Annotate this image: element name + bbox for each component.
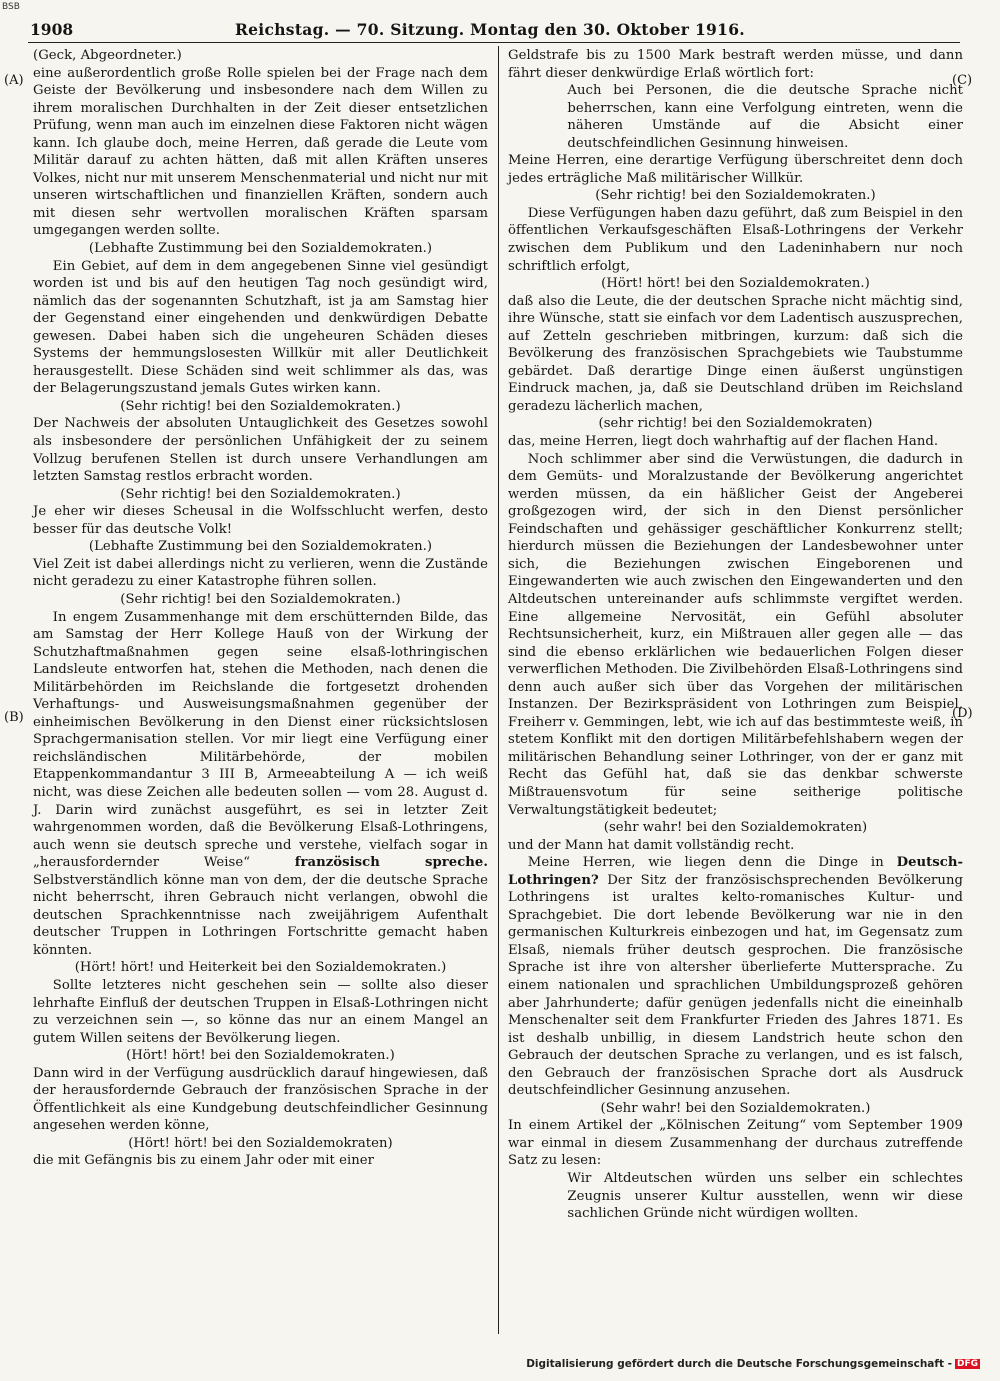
library-stamp: BSB	[2, 2, 20, 12]
interjection: (Hört! hört! bei den Sozialdemokraten.)	[601, 276, 870, 292]
paragraph: Der Nachweis der absoluten Untauglichkeit des Gesetzes sowohl als insbesondere der persönlichen Unfähigkeit der zu seinem Vollzug berufenen Stellen ist durch unsere Verhandlungen am letzten Samstag restlos erbracht worden.	[33, 416, 488, 485]
column-divider	[498, 46, 499, 1334]
interjection: (Sehr wahr! bei den Sozialdemokraten.)	[600, 1100, 871, 1116]
interjection: (Sehr richtig! bei den Sozialdemokraten.)	[595, 188, 876, 204]
interjection: (Sehr richtig! bei den Sozialdemokraten.)	[120, 486, 401, 502]
paragraph: Je eher wir dieses Scheusal in die Wolfsschlucht werfen, desto besser für das deutsche Volk!	[33, 504, 488, 537]
paragraph: Geldstrafe bis zu 1500 Mark bestraft werden müsse, und dann fährt dieser denkwürdige Erlaß wörtlich fort:	[508, 48, 963, 81]
quotation: Wir Altdeutschen würden uns selber ein schlechtes Zeugnis unserer Kultur ausstellen, wenn wir diese sachlichen Gründe nicht würdigen wollten.	[567, 1171, 963, 1222]
dfg-logo: DFG	[956, 1359, 978, 1369]
paragraph: Diese Verfügungen haben dazu geführt, daß zum Beispiel in den öffentlichen Verkaufsgeschäften Elsaß-Lothringens der Verkehr zwischen dem Publikum und den Ladeninhabern nur noch schriftlich erfolgt,	[508, 205, 963, 274]
page-number: 1908	[30, 20, 74, 39]
interjection: (Lebhafte Zustimmung bei den Sozialdemokraten.)	[88, 539, 433, 555]
paragraph: In einem Artikel der „Kölnischen Zeitung“ vom September 1909 war einmal in diesem Zusammenhang der durchaus zutreffende Satz zu lesen:	[508, 1118, 963, 1169]
footer-text: Digitalisierung gefördert durch die Deutsche Forschungsgemeinschaft -	[526, 1358, 952, 1370]
page-header	[22, 20, 958, 44]
digitization-footer	[526, 1358, 980, 1370]
paragraph: daß also die Leute, die der deutschen Sprache nicht mächtig sind, ihre Wünsche, statt sie einfach vor dem Ladentisch auszusprechen, auf Zetteln geschrieben mitbringen, kurzum: daß sich die Bevölkerung des französischen Sprachgebiets wie Taubstumme gebärdet. Daß derartige Dinge einen äußerst ungünstigen Eindruck machen, ja, daß sie Deutschland drüben im Reichsland geradezu lächerlich machen,	[508, 293, 963, 414]
paragraph: Sollte letzteres nicht geschehen sein — sollte also dieser lehrhafte Einfluß der deutschen Truppen in Elsaß-Lothringen nicht zu verzeichnen sein —, so könne das nur an einem Mangel an gutem Willen seitens der Bevölkerung liegen.	[33, 977, 488, 1046]
margin-mark-b: (B)	[4, 710, 24, 725]
paragraph: eine außerordentlich große Rolle spielen bei der Frage nach dem Geiste der Bevölkerung und insbesondere nach dem Willen zu ihrem moralischen Durchhalten in der Zeit dieser entsetzlichen Prüfung, wenn man auch im einzelnen diese Faktoren nicht wägen kann. Ich glaube doch, meine Herren, daß gerade die Leute vom Militär darauf zu achten hätten, daß mit allen Kräften unseres Volkes, nicht nur mit unserem Menschenmaterial und nicht nur mit unseren wirtschaftlichen und finanziellen Kräften, sondern auch mit diesen sehr wertvollen moralischen Kräften sparsam umgegangen werden sollte.	[33, 65, 488, 239]
paragraph: Ein Gebiet, auf dem in dem angegebenen Sinne viel gesündigt worden ist und bis auf den heutigen Tag noch gesündigt wird, nämlich das der sogenannten Schutzhaft, ist ja am Samstag hier der Gegenstand einer eingehenden und denkwürdigen Debatte gewesen. Dabei haben sich die ungeheuren Schäden dieses Systems der hemmungslosesten Willkür mit aller Deutlichkeit herausgestellt. Diese Schäden sind weit schlimmer als das, was der Belagerungszustand jemals Gutes wirken kann.	[33, 258, 488, 397]
interjection: (sehr richtig! bei den Sozialdemokraten)	[598, 416, 873, 432]
interjection: (Hört! hört! bei den Sozialdemokraten.)	[126, 1048, 395, 1064]
interjection: (Sehr richtig! bei den Sozialdemokraten.)	[120, 398, 401, 414]
right-column	[508, 47, 963, 1223]
paragraph-text: In engem Zusammenhange mit dem erschütternden Bilde, das am Samstag der Herr Kollege Hauß von der Wirkung der Schutzhaftmaßnahmen gegen seine elsaß-lothringischen Landsleute entworfen hat, stehen die Methoden, nach denen die Militärbehörden im Reichslande die fortgesetzt drohenden Verhaftungs- und Ausweisungsmaßnahmen gegenüber der einheimischen Bevölkerung in den Dienst einer rücksichtslosen Sprachgermanisation stellen. Vor mir liegt eine Verfügung einer reichsländischen Militärbehörde, der mobilen Etappenkommandantur 3 III B, Armeeabteilung A — ich weiß nicht, was diese Zeichen alle bedeuten sollen — vom 28. August d. J. Darin wird zunächst ausgeführt, es sei in letzter Zeit wahrgenommen worden, daß die Bevölkerung Elsaß-Lothringens, auch wenn sie deutsch spreche und verstehe, vielfach sogar in „herausfordernder Weise“	[33, 609, 488, 871]
paragraph: Viel Zeit ist dabei allerdings nicht zu verlieren, wenn die Zustände nicht geradezu zu einer Katastrophe führen sollen.	[33, 556, 488, 590]
paragraph-text: Selbstverständlich könne man von dem, der die deutsche Sprache nicht beherrscht, ihren Gebrauch nicht verlangen, obwohl die deutschen Sprachkenntnisse nach zweijährigem Aufenthalt deutscher Truppen in Lothringen Fortschritte gemacht haben könnten.	[33, 872, 488, 958]
margin-mark-c: (C)	[952, 73, 973, 88]
paragraph: Noch schlimmer aber sind die Verwüstungen, die dadurch in dem Gemüts- und Moralzustande der Bevölkerung angerichtet werden müssen, da ein häßlicher Geist der Angeberei großgezogen wird, der sich in den Dienst persönlicher Feindschaften und gehässiger geschäftlicher Konkurrenz stellt; hierdurch müssen die Beziehungen der Landesbewohner unter sich, die Beziehungen zwischen Eingeborenen und Eingewanderten wie auch zwischen den Eingewanderten und den Altdeutschen untereinander aufs schlimmste vergiftet werden. Eine allgemeine Nervosität, ein Gefühl absoluter Rechtsunsicherheit, kurz, ein Mißtrauen aller gegen alle — das sind die ebenso erklärlichen wie bedauerlichen Folgen dieser verwerflichen Methoden. Die Zivilbehörden Elsaß-Lothringens sind denn auch außer sich über das Vorgehen der militärischen Instanzen. Der Bezirkspräsident von Lothringen zum Beispiel, Freiherr v. Gemmingen, lebt, wie ich auf das bestimmteste weiß, in stetem Konflikt mit den dortigen Militärbefehlshabern wegen der militärischen Behandlung seiner Lothringer, von der er ganz mit Recht das Gefühl hat, daß sie das denkbar schwerste Mißtrauensvotum für seine seitherige politische Verwaltungstätigkeit bedeutet;	[508, 451, 963, 818]
paragraph: Dann wird in der Verfügung ausdrücklich darauf hingewiesen, daß der herausfordernde Gebrauch der französischen Sprache in der Öffentlichkeit als eine Kundgebung deutschfeindlicher Gesinnung angesehen werden könne,	[33, 1065, 488, 1134]
interjection: (Lebhafte Zustimmung bei den Sozialdemokraten.)	[88, 241, 433, 257]
paragraph: Meine Herren, eine derartige Verfügung überschreitet denn doch jedes erträgliche Maß militärischer Willkür.	[508, 153, 963, 186]
emphasis-text: französisch spreche.	[294, 855, 488, 871]
quotation: Auch bei Personen, die die deutsche Sprache nicht beherrschen, kann eine Verfolgung eintreten, wenn die näheren Umstände auf die Absicht einer deutschfeindlichen Gesinnung hinweisen.	[567, 83, 963, 151]
paragraph-text: Der Sitz der französischsprechenden Bevölkerung Lothringens ist uraltes kelto-romanisches Kultur- und Sprachgebiet. Die dort lebende Bevölkerung war nie in den germanischen Kulturkreis einbezogen und hat, im Gegensatz zum Elsaß, niemals früher deutsch gesprochen. Die französische Sprache ist ihre von altersher überlieferte Muttersprache. Zu einem nationalen und sprachlichen Umbildungsprozeß gehören aber Jahrhunderte; dafür genügen jedenfalls nicht die eineinhalb Menschenalter seit dem Frankfurter Frieden des Jahres 1871. Es ist deshalb unbillig, in diesem Landstrich heute schon den Gebrauch der deutschen Sprache zu verlangen, und es ist falsch, den Gebrauch der französischen Sprache dort als Ausdruck deutschfeindlicher Gesinnung anzusehen.	[508, 872, 963, 1099]
paragraph: das, meine Herren, liegt doch wahrhaftig auf der flachen Hand.	[508, 434, 939, 450]
interjection: (Sehr richtig! bei den Sozialdemokraten.)	[120, 591, 401, 607]
interjection: (Hört! hört! bei den Sozialdemokraten)	[128, 1135, 393, 1151]
paragraph: die mit Gefängnis bis zu einem Jahr oder mit einer	[33, 1153, 374, 1169]
paragraph	[33, 609, 488, 960]
interjection: (sehr wahr! bei den Sozialdemokraten)	[603, 820, 868, 836]
paragraph: und der Mann hat damit vollständig recht.	[508, 837, 795, 853]
margin-mark-a: (A)	[4, 73, 24, 88]
header-rule	[28, 42, 960, 43]
emphasis-text: Deutsch-Lothringen?	[508, 855, 963, 888]
interjection: (Hört! hört! und Heiterkeit bei den Sozialdemokraten.)	[74, 960, 447, 976]
speaker-label: (Geck, Abgeordneter.)	[33, 48, 182, 63]
margin-mark-d: (D)	[952, 706, 973, 721]
page-title: Reichstag. — 70. Sitzung. Montag den 30. Oktober 1916.	[234, 20, 746, 39]
paragraph	[508, 854, 963, 1100]
paragraph-text: Meine Herren, wie liegen denn die Dinge in	[527, 855, 884, 871]
left-column	[33, 47, 488, 1170]
